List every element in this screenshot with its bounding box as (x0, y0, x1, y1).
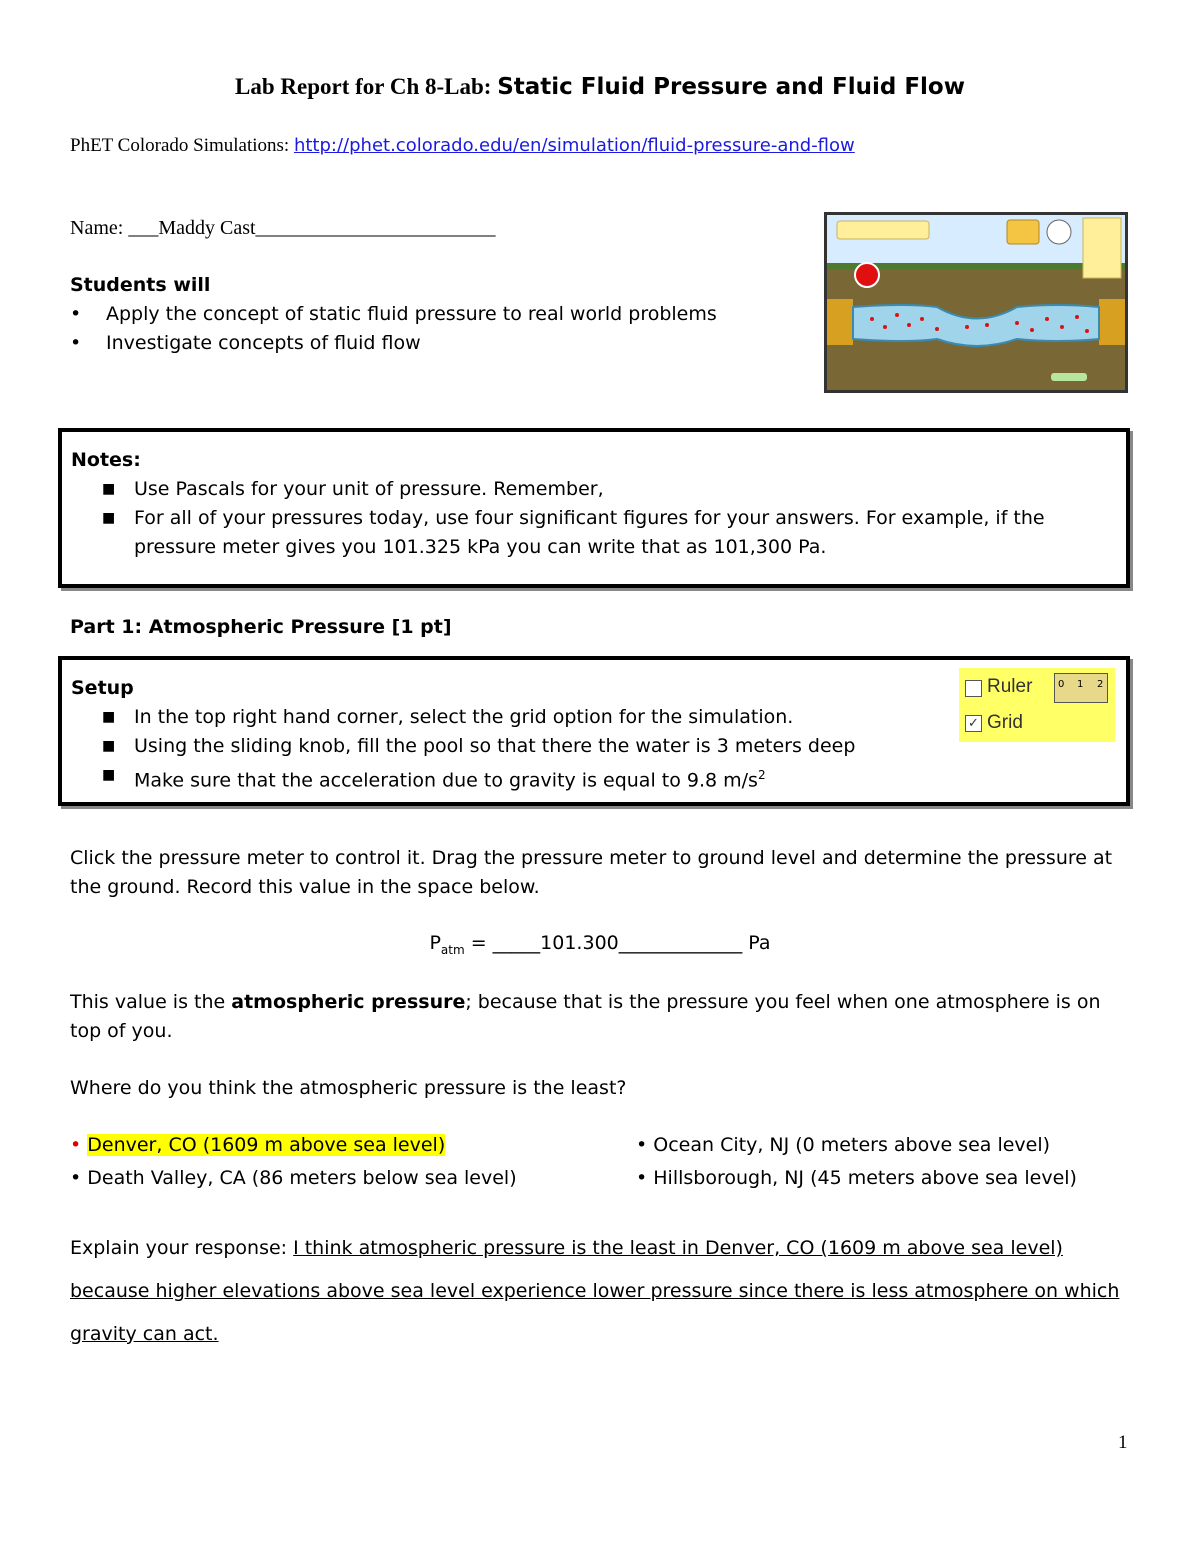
ruler-grid-panel (959, 668, 1115, 742)
list-item: ■ For all of your pressures today, use four significant figures for your answers. For example, if the pressure meter gives you 101.325 kPa you can write that as 101,300 Pa. (102, 507, 1045, 558)
instructions-text: Click the pressure meter to control it. Drag the pressure meter to ground level and determine the pressure at the ground. Record this value in the space below. (70, 847, 1113, 898)
superscript: 2 (757, 768, 766, 782)
list-item: ■ Make sure that the acceleration due to gravity is equal to 9.8 $m/s^2$ (102, 767, 766, 792)
patm-line (0, 932, 1200, 957)
list-item: • Investigate concepts of fluid flow (70, 332, 421, 354)
name-value[interactable]: ___Maddy Cast________________________ (128, 217, 496, 239)
name-label: Name: (70, 217, 129, 239)
patm-sub: atm (440, 942, 465, 957)
option-death-valley[interactable]: • Death Valley, CA (86 meters below sea level) (70, 1167, 517, 1189)
ruler-checkbox[interactable] (965, 680, 982, 697)
question-text: Where do you think the atmospheric pressure is the least? (70, 1077, 627, 1099)
list-item: ■ Use Pascals for your unit of pressure. Remember, (102, 478, 604, 500)
explain-answer[interactable]: I think atmospheric pressure is the least in Denver, CO (1609 m above sea level) because higher elevations above sea level experience lower pressure since there is less atmosphere on which gravity can act. (70, 1237, 1120, 1345)
patm-symbol: P (429, 932, 441, 954)
explain-label: Explain your response: (70, 1237, 294, 1259)
ruler-label: Ruler (987, 676, 1033, 697)
name-line (70, 217, 496, 240)
part1-heading: Part 1: Atmospheric Pressure [1 pt] (70, 616, 452, 638)
list-item: ■ In the top right hand corner, select the grid option for the simulation. (102, 706, 794, 728)
grid-checkbox[interactable]: ✓ (965, 715, 982, 732)
notes-box (58, 428, 1130, 588)
students-section (70, 271, 810, 358)
list-item: • Apply the concept of static fluid pressure to real world problems (70, 303, 717, 325)
phet-line (70, 135, 855, 157)
simulation-screenshot (824, 212, 1128, 393)
phet-label: PhET Colorado Simulations: (70, 135, 294, 156)
setup-heading: Setup (71, 677, 134, 699)
option-hillsborough[interactable]: • Hillsborough, NJ (45 meters above sea level) (636, 1167, 1077, 1189)
atm-explanation: This value is the atmospheric pressure; because that is the pressure you feel when one atmosphere is on top of you. (70, 991, 1101, 1042)
students-heading: Students will (70, 274, 211, 296)
option-ocean-city[interactable]: • Ocean City, NJ (0 meters above sea level) (636, 1134, 1051, 1156)
phet-link[interactable]: http://phet.colorado.edu/en/simulation/fluid-pressure-and-flow (293, 135, 855, 156)
page-number: 1 (1118, 1432, 1128, 1453)
atm-bold: atmospheric pressure (231, 991, 466, 1013)
list-item: ■ Using the sliding knob, fill the pool so that there the water is 3 meters deep (102, 735, 856, 757)
simulation-image (827, 215, 1125, 390)
patm-value[interactable]: = _____101.300_____________ Pa (464, 932, 771, 954)
option-denver[interactable]: • Denver, CO (1609 m above sea level) (70, 1134, 446, 1156)
setup-box (58, 656, 1130, 806)
notes-heading: Notes: (71, 449, 141, 471)
grid-label: Grid (987, 712, 1023, 733)
ruler-icon: 0 1 2 (1054, 673, 1108, 703)
page-title: Lab Report for Ch 8-Lab: Static Fluid Pressure and Fluid Flow (235, 74, 965, 100)
explain-response (70, 1227, 1125, 1356)
